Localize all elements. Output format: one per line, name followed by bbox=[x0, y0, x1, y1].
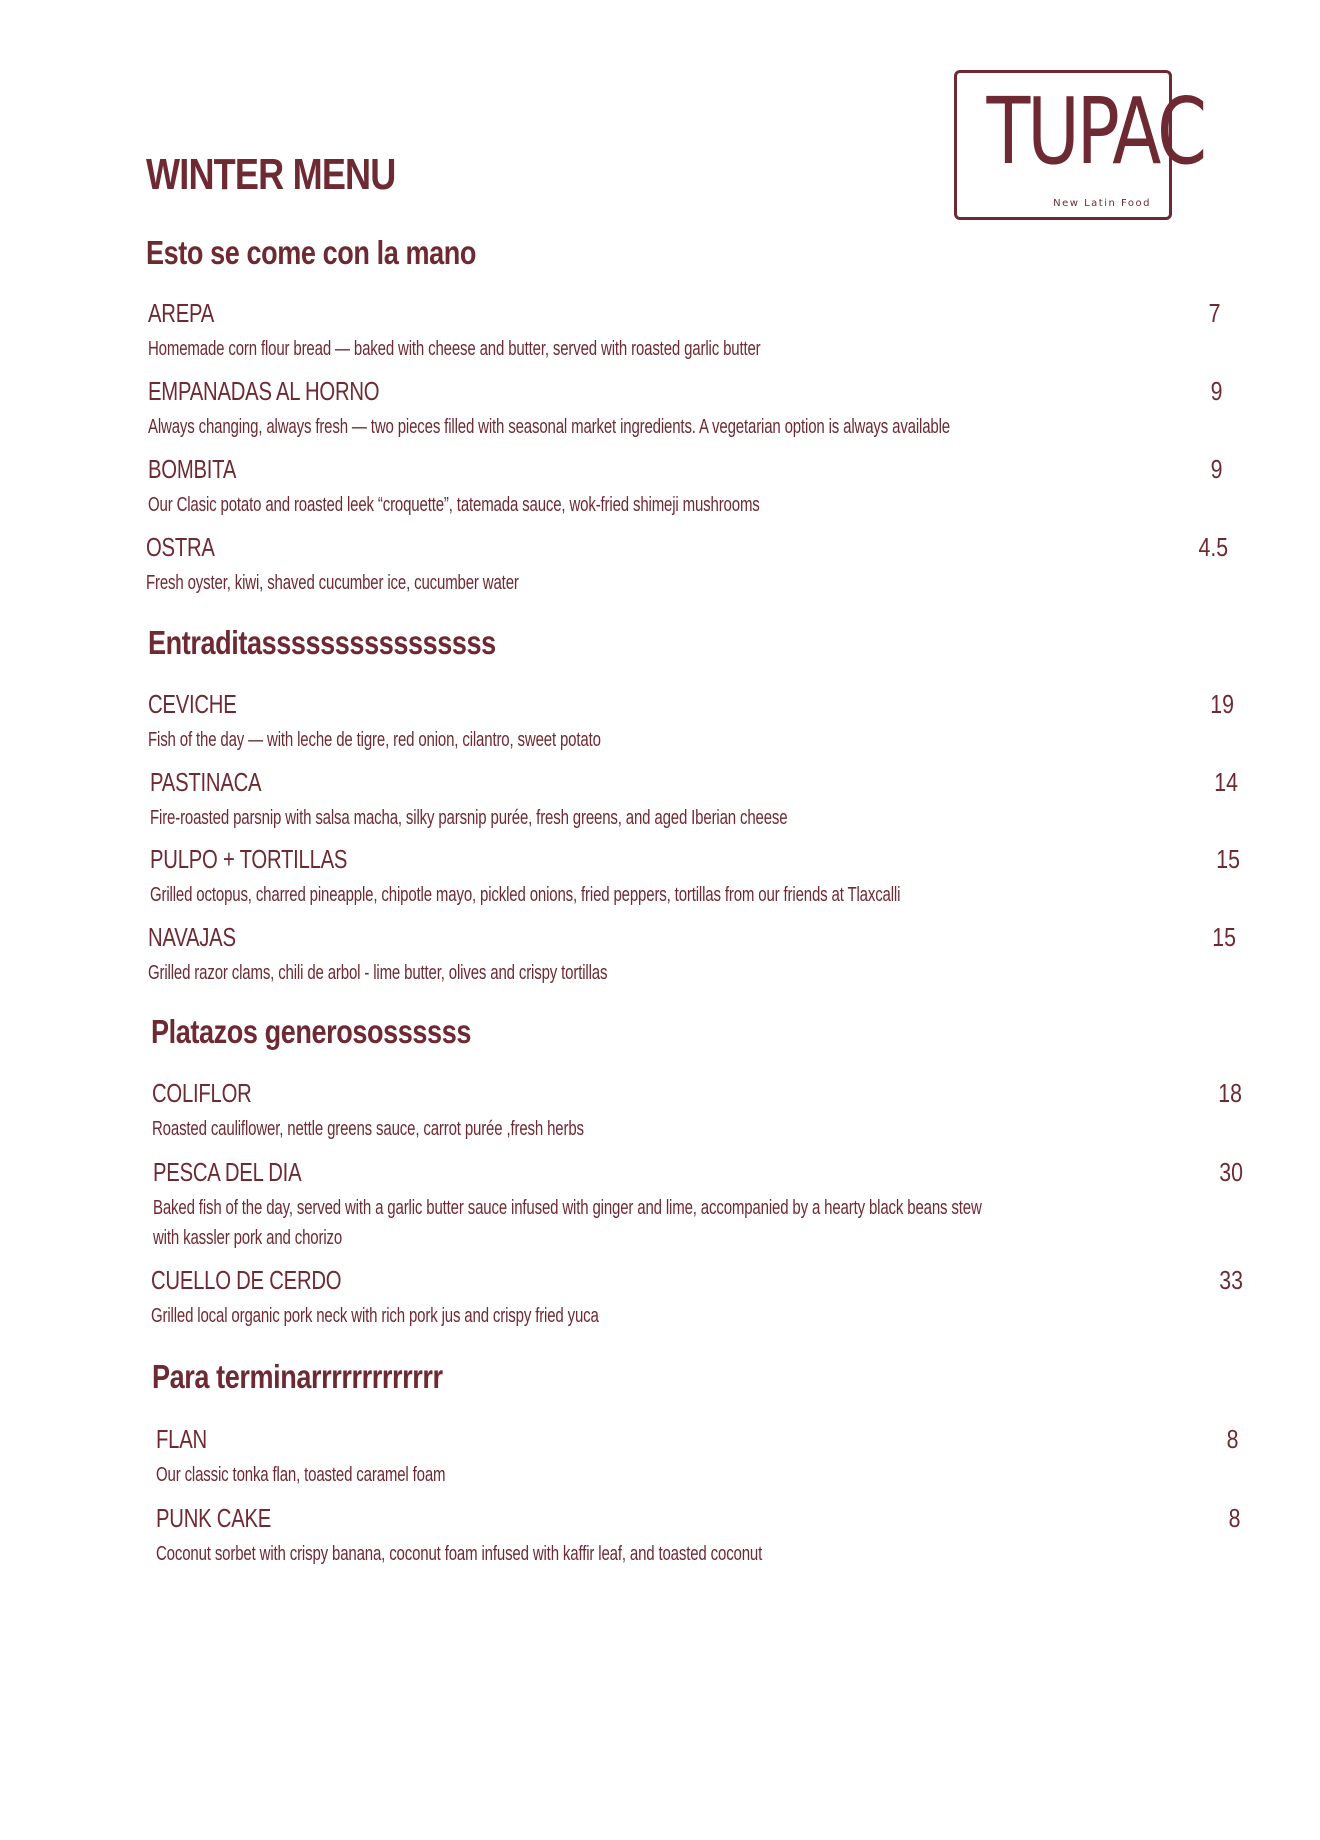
item-name: BOMBITA bbox=[148, 454, 237, 484]
item-description: Coconut sorbet with crispy banana, coconut foam infused with kaffir leaf, and toasted coconut bbox=[156, 1543, 763, 1565]
item-price: 33 bbox=[1219, 1265, 1243, 1295]
item-price: 15 bbox=[1216, 844, 1240, 874]
item-description: Homemade corn flour bread — baked with cheese and butter, served with roasted garlic butter bbox=[148, 338, 761, 360]
item-name: EMPANADAS AL HORNO bbox=[148, 376, 380, 406]
item-price: 30 bbox=[1219, 1157, 1243, 1187]
item-description: Fire-roasted parsnip with salsa macha, silky parsnip purée, fresh greens, and aged Iberian cheese bbox=[150, 807, 788, 829]
item-name: CEVICHE bbox=[148, 689, 237, 719]
item-price: 8 bbox=[1226, 1424, 1238, 1454]
section-title: Entraditassssssssssssssss bbox=[148, 624, 496, 661]
item-description: Grilled octopus, charred pineapple, chipotle mayo, pickled onions, fried peppers, tortillas from our friends at Tlaxcalli bbox=[150, 884, 901, 906]
logo-tagline: New Latin Food bbox=[1053, 198, 1151, 209]
item-price: 15 bbox=[1212, 922, 1236, 952]
section-title: Para terminarrrrrrrrrrrrr bbox=[152, 1358, 443, 1395]
item-name: CUELLO DE CERDO bbox=[151, 1265, 342, 1295]
page-title: WINTER MENU bbox=[146, 150, 396, 199]
item-price: 8 bbox=[1228, 1503, 1240, 1533]
item-price: 4.5 bbox=[1198, 532, 1228, 562]
item-description: Grilled razor clams, chili de arbol - lime butter, olives and crispy tortillas bbox=[148, 962, 608, 984]
item-name: PUNK CAKE bbox=[156, 1503, 272, 1533]
item-price: 14 bbox=[1214, 767, 1238, 797]
item-description: Roasted cauliflower, nettle greens sauce, carrot purée ,fresh herbs bbox=[152, 1118, 584, 1140]
item-name: NAVAJAS bbox=[148, 922, 236, 952]
item-name: PULPO + TORTILLAS bbox=[150, 844, 348, 874]
item-description: Baked fish of the day, served with a garlic butter sauce infused with ginger and lime, accompanied by a hearty black beans stew with kassler pork and chorizo bbox=[153, 1197, 982, 1249]
item-name: PESCA DEL DIA bbox=[153, 1157, 302, 1187]
item-description: Grilled local organic pork neck with rich pork jus and crispy fried yuca bbox=[151, 1305, 599, 1327]
item-price: 18 bbox=[1218, 1078, 1242, 1108]
item-name: FLAN bbox=[156, 1424, 207, 1454]
item-name: PASTINACA bbox=[150, 767, 262, 797]
restaurant-logo bbox=[954, 70, 1204, 220]
item-description: Our Clasic potato and roasted leek “croquette”, tatemada sauce, wok-fried shimeji mushrooms bbox=[148, 494, 760, 516]
item-description: Fish of the day — with leche de tigre, red onion, cilantro, sweet potato bbox=[148, 729, 601, 751]
item-name: AREPA bbox=[148, 298, 215, 328]
item-description: Fresh oyster, kiwi, shaved cucumber ice, cucumber water bbox=[146, 572, 519, 594]
item-price: 7 bbox=[1208, 298, 1220, 328]
item-price: 19 bbox=[1210, 689, 1234, 719]
item-price: 9 bbox=[1210, 454, 1222, 484]
item-description: Our classic tonka flan, toasted caramel foam bbox=[156, 1464, 446, 1486]
logo-wordmark: TUPAC bbox=[986, 78, 1204, 185]
item-description: Always changing, always fresh — two pieces filled with seasonal market ingredients. A vegetarian option is always available bbox=[148, 416, 950, 438]
item-price: 9 bbox=[1210, 376, 1222, 406]
item-name: COLIFLOR bbox=[152, 1078, 252, 1108]
item-name: OSTRA bbox=[146, 532, 215, 562]
section-title: Platazos generosossssss bbox=[151, 1013, 471, 1050]
section-title: Esto se come con la mano bbox=[146, 234, 477, 271]
